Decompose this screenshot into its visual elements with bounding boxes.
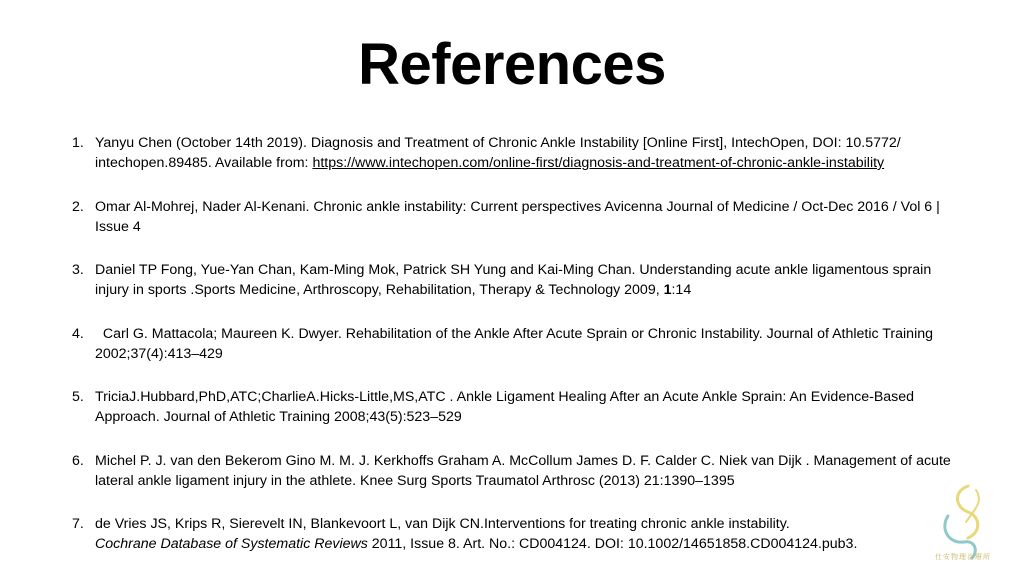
reference-item (72, 133, 962, 173)
logo-ribbon-yellow (957, 486, 977, 538)
reference-text-part: :14 (671, 282, 692, 298)
page-title: References (358, 32, 666, 97)
reference-text: Omar Al-Mohrej, Nader Al-Kenani. Chronic ankle instability: Current perspectives Avicenna Journal of Medicine / Oct-Dec 2016 / Vol 6 | Issue 4 (95, 199, 940, 235)
reference-text: Michel P. J. van den Bekerom Gino M. M. J. Kerkhoffs Graham A. McCollum James D. F. Calder C. Niek van Dijk . Management of acute lateral ankle ligament injury in the athlete. Knee Surg Sports Traumatol Arthrosc (2013) 21:1390–1395 (95, 453, 951, 489)
reference-item (72, 514, 962, 554)
reference-journal: Cochrane Database of Systematic Reviews (95, 536, 368, 552)
reference-number: 7. (72, 516, 84, 532)
reference-number: 6. (72, 453, 84, 469)
reference-text (95, 133, 962, 173)
reference-volume: 1 (663, 282, 672, 298)
reference-text-part: Daniel TP Fong, Yue-Yan Chan, Kam-Ming Mok, Patrick SH Yung and Kai-Ming Chan. Understanding acute ankle ligamentous sprain injury in sports .Sports Medicine, Arthroscopy, Rehabilitation, Therapy & Technology 2009, (95, 262, 932, 298)
reference-text-part: de Vries JS, Krips R, Sierevelt IN, Blankevoort L, van Dijk CN.Interventions for treating chronic ankle instability. (95, 516, 790, 532)
logo-caption: 仕安物理治療所 (935, 554, 991, 561)
clinic-logo-icon (938, 482, 990, 562)
reference-number: 1. (72, 135, 84, 151)
reference-number: 2. (72, 199, 84, 215)
reference-text-part: 2011, Issue 8. Art. No.: CD004124. DOI: 10.1002/14651858.CD004124.pub3. (367, 536, 858, 552)
reference-number: 3. (72, 262, 84, 278)
reference-item (72, 451, 962, 491)
reference-item (72, 260, 962, 300)
reference-number: 5. (72, 389, 84, 405)
reference-item (72, 387, 962, 427)
reference-text-part: Yanyu Chen (October 14th 2019). Diagnosis and Treatment of Chronic Ankle Instability [Online First], IntechOpen, DOI: 10.5772/ intechopen.89485. Available from: (95, 135, 901, 171)
reference-link[interactable]: https://www.intechopen.com/online-first/diagnosis-and-treatment-of-chronic-ankle-instability (312, 155, 885, 171)
reference-number: 4. (72, 326, 84, 342)
reference-text: Carl G. Mattacola; Maureen K. Dwyer. Rehabilitation of the Ankle After Acute Sprain or Chronic Instability. Journal of Athletic Training 2002;37(4):413–429 (95, 326, 937, 362)
reference-text (95, 260, 962, 300)
reference-item (72, 324, 962, 364)
reference-item (72, 197, 962, 237)
reference-text: TriciaJ.Hubbard,PhD,ATC;CharlieA.Hicks-Little,MS,ATC . Ankle Ligament Healing After an Acute Ankle Sprain: An Evidence-Based Approach. Journal of Athletic Training 2008;43(5):523–529 (95, 389, 915, 425)
reference-text (95, 514, 962, 554)
